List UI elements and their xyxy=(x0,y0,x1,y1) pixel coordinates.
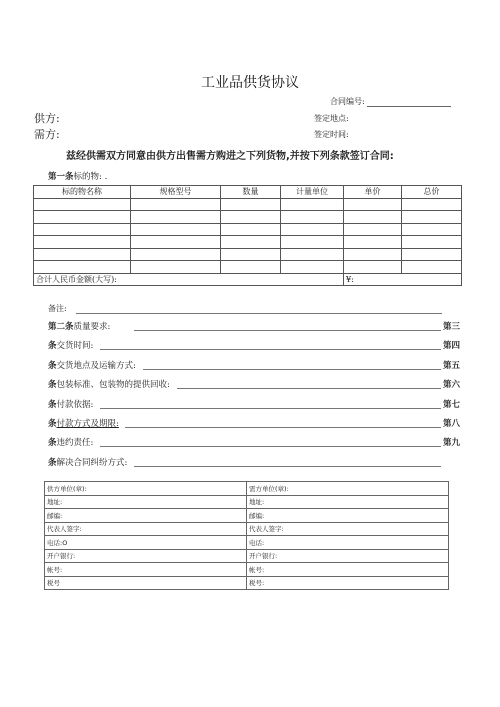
supplier-info-cell[interactable]: 开户银行: xyxy=(45,549,247,563)
clause-next-number: 第五 xyxy=(443,360,461,371)
goods-cell[interactable] xyxy=(131,236,221,249)
table-row xyxy=(45,522,449,536)
goods-cell[interactable] xyxy=(344,248,402,261)
goods-cell[interactable] xyxy=(344,211,402,224)
goods-cell[interactable] xyxy=(402,248,462,261)
supplier-info-cell[interactable]: 帐号: xyxy=(45,563,247,577)
supplier-info-cell[interactable]: 代表人签字: xyxy=(45,522,247,536)
clause-fill-line[interactable] xyxy=(143,369,441,370)
sign-time-label: 签定时间: xyxy=(314,130,349,139)
clause-item xyxy=(48,359,136,371)
goods-cell[interactable] xyxy=(221,223,281,236)
goods-cell[interactable] xyxy=(281,248,344,261)
goods-cell[interactable] xyxy=(221,211,281,224)
clause-1-text: 标的物: xyxy=(73,172,102,182)
table-row xyxy=(34,236,462,249)
intro-text: 兹经供需双方同意由供方出售需方购进之下列货物,并按下列条款签订合同: xyxy=(66,151,394,162)
table-row xyxy=(45,576,449,590)
goods-cell[interactable] xyxy=(221,236,281,249)
goods-cell[interactable] xyxy=(34,236,131,249)
remark-line[interactable] xyxy=(76,313,442,314)
goods-cell[interactable] xyxy=(402,236,462,249)
demander-info-cell[interactable]: 代表人签字: xyxy=(247,522,449,536)
goods-cell[interactable] xyxy=(402,223,462,236)
table-row xyxy=(45,509,449,523)
clause-text: 违约责任: xyxy=(56,438,94,449)
clause-next-number: 第八 xyxy=(443,419,461,429)
supplier-info-cell[interactable]: 地址: xyxy=(45,495,247,509)
clause-text: 包装标准、包装物的提供回收: xyxy=(56,380,170,391)
clause-next-number: 第七 xyxy=(443,399,461,410)
demander-info-cell[interactable]: 地址: xyxy=(247,495,449,509)
goods-cell[interactable] xyxy=(221,261,281,274)
clause-fill-line[interactable] xyxy=(134,466,441,467)
clause-item xyxy=(48,417,119,429)
clause-text: 质量要求: xyxy=(73,322,111,332)
goods-cell[interactable] xyxy=(131,248,221,261)
total-yen-label: ¥: xyxy=(344,273,462,286)
clause-next-number: 第四 xyxy=(443,341,461,352)
sign-place-label: 签定地点: xyxy=(314,114,349,123)
goods-cell[interactable] xyxy=(402,261,462,274)
clause-fill-line[interactable] xyxy=(100,349,441,350)
supplier-info-cell[interactable]: 税号 xyxy=(45,576,247,590)
demander-info-cell[interactable]: 帐号: xyxy=(247,563,449,577)
goods-cell[interactable] xyxy=(344,236,402,249)
goods-header-cell: 单价 xyxy=(344,186,402,199)
goods-table xyxy=(33,185,462,286)
table-row xyxy=(45,563,449,577)
goods-cell[interactable] xyxy=(131,223,221,236)
goods-cell[interactable] xyxy=(131,261,221,274)
clause-1-number: 第一条 xyxy=(48,172,74,182)
clause-fill-line[interactable] xyxy=(100,446,441,447)
clause-text: 付款依据: xyxy=(56,399,94,410)
table-row xyxy=(45,482,449,496)
table-row xyxy=(34,248,462,261)
table-row xyxy=(45,549,449,563)
clause-next-number: 第九 xyxy=(443,438,461,449)
supplier-info-cell[interactable]: 电话:O xyxy=(45,536,247,550)
supplier-info-cell[interactable]: 邮编: xyxy=(45,509,247,523)
contract-number-field xyxy=(330,96,451,107)
contract-number-label: 合同编号: xyxy=(330,97,365,106)
goods-header-cell: 标的物名称 xyxy=(34,186,131,199)
goods-cell[interactable] xyxy=(281,198,344,211)
goods-cell[interactable] xyxy=(281,223,344,236)
clause-fill-line[interactable] xyxy=(177,388,441,389)
clause-number: 条 xyxy=(48,419,57,429)
goods-cell[interactable] xyxy=(402,198,462,211)
clause-item xyxy=(48,339,93,351)
clause-text: 交货时间: xyxy=(56,341,94,352)
goods-cell[interactable] xyxy=(34,248,131,261)
demander-info-cell[interactable]: 需方单位(章): xyxy=(247,482,449,496)
goods-cell[interactable] xyxy=(402,211,462,224)
goods-header-cell: 计量单位 xyxy=(281,186,344,199)
clause-fill-line[interactable] xyxy=(100,408,441,409)
table-row xyxy=(34,198,462,211)
clause-number: 条 xyxy=(48,380,57,391)
goods-header-cell: 规格型号 xyxy=(131,186,221,199)
goods-cell[interactable] xyxy=(34,211,131,224)
goods-cell[interactable] xyxy=(221,198,281,211)
clause-item xyxy=(48,436,93,448)
clause-fill-line[interactable] xyxy=(125,427,441,428)
contract-number-blank[interactable] xyxy=(367,97,451,107)
clause-1: 第一条标的物: . xyxy=(48,172,108,182)
clause-item xyxy=(48,378,170,390)
demander-info-cell[interactable]: 邮编: xyxy=(247,509,449,523)
total-row xyxy=(34,273,462,286)
clause-item xyxy=(48,456,127,468)
goods-cell[interactable] xyxy=(131,198,221,211)
clause-fill-line[interactable] xyxy=(134,330,441,331)
goods-table-header xyxy=(34,186,462,199)
table-row xyxy=(34,261,462,274)
goods-cell[interactable] xyxy=(34,223,131,236)
supplier-info-cell[interactable]: 供方单位(章): xyxy=(45,482,247,496)
demander-info-cell[interactable]: 开户银行: xyxy=(247,549,449,563)
clause-next-number: 第三 xyxy=(443,322,461,332)
clause-number: 条 xyxy=(48,457,57,468)
demander-info-cell[interactable]: 税号: xyxy=(247,576,449,590)
remark-label: 备注: xyxy=(48,304,67,313)
clause-item xyxy=(48,398,93,410)
supplier-label: 供方: xyxy=(34,112,60,125)
party-info-table xyxy=(44,481,449,590)
clause-text: 交货地点及运输方式: xyxy=(56,360,136,371)
clause-number: 条 xyxy=(48,399,57,410)
demander-info-cell[interactable]: 电话: xyxy=(247,536,449,550)
goods-cell[interactable] xyxy=(34,198,131,211)
goods-cell[interactable] xyxy=(34,261,131,274)
goods-cell[interactable] xyxy=(281,261,344,274)
goods-cell[interactable] xyxy=(281,236,344,249)
clause-number: 条 xyxy=(48,360,57,371)
goods-cell[interactable] xyxy=(131,211,221,224)
clause-number: 第二条 xyxy=(48,322,74,332)
table-row xyxy=(34,211,462,224)
total-amount-label: 合计人民币金额(大写): xyxy=(34,273,344,286)
goods-header-cell: 总价 xyxy=(402,186,462,199)
goods-cell[interactable] xyxy=(344,198,402,211)
clause-number: 条 xyxy=(48,341,57,352)
goods-cell[interactable] xyxy=(344,261,402,274)
table-row xyxy=(45,536,449,550)
clause-text: 付款方式及期限: xyxy=(56,419,119,429)
demander-label: 需方: xyxy=(34,128,60,141)
goods-cell[interactable] xyxy=(344,223,402,236)
goods-header-cell: 数量 xyxy=(221,186,281,199)
table-row xyxy=(45,495,449,509)
page-title: 工业品供货协议 xyxy=(201,75,299,91)
goods-cell[interactable] xyxy=(281,211,344,224)
clause-text: 解决合同纠纷方式: xyxy=(56,457,128,468)
clause-item xyxy=(48,320,110,332)
table-row xyxy=(34,223,462,236)
clause-number: 条 xyxy=(48,438,57,449)
goods-cell[interactable] xyxy=(221,248,281,261)
clause-next-number: 第六 xyxy=(443,380,461,391)
